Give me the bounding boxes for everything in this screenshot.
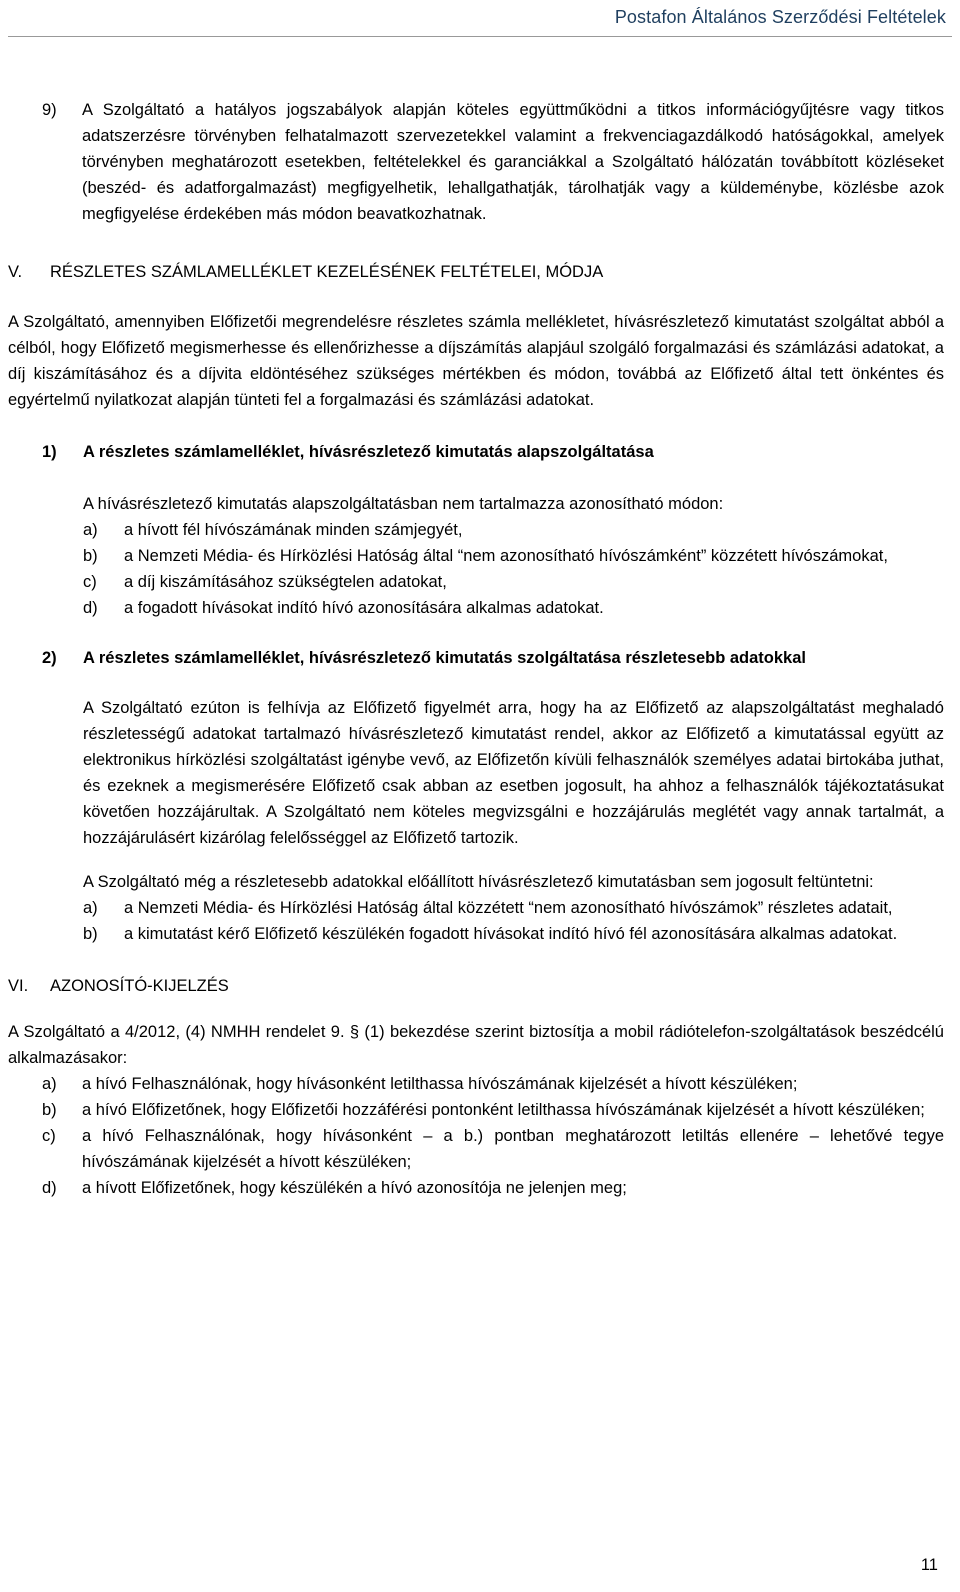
- list-label: c): [42, 1127, 56, 1145]
- subsection-1-lead: A hívásrészletező kimutatás alapszolgáltatásban nem tartalmazza azonosítható módon:: [83, 495, 724, 513]
- list-text: a hívó Felhasználónak, hogy hívásonként letilthassa hívószámának kijelzését a hívott készüléken;: [82, 1075, 798, 1093]
- list-text: a hívó Előfizetőnek, hogy Előfizetői hozzáférési pontonként letilthassa hívószámának kijelzését a hívott készüléken;: [82, 1101, 925, 1119]
- subsection-1-list: [8, 517, 944, 621]
- list-label: b): [83, 547, 98, 565]
- list-item: [8, 1071, 944, 1097]
- paragraph-number: 9): [42, 101, 57, 119]
- list-text: a hívott Előfizetőnek, hogy készülékén a hívó azonosítója ne jelenjen meg;: [82, 1179, 627, 1197]
- numbered-paragraph-9: [8, 97, 944, 227]
- list-item: [8, 595, 944, 621]
- list-text: a fogadott hívásokat indító hívó azonosítására alkalmas adatokat.: [124, 599, 604, 617]
- list-item: [8, 517, 944, 543]
- subsection-heading-1: [8, 439, 944, 465]
- list-label: d): [42, 1179, 57, 1197]
- subsection-2-paragraph-1: A Szolgáltató ezúton is felhívja az Előfizető figyelmét arra, hogy ha az Előfizető az alapszolgáltatást meghaladó részletességű adatokat tartalmazó hívásrészletező kimutatást rendel, akkor az Előfizető a kimutatással együtt az elektronikus hírközlési szolgáltatást igénybe vevő, az Előfizetőn kívüli felhasználók személyes adatai birtokába juthat, és ezeknek a megismerésére Előfizető csak abban az esetben jogosult, ha ahhoz a felhasználók tájékoztatásukat követően hozzájárultak. A Szolgáltató nem köteles megvizsgálni e hozzájárulás meglétét vagy annak tartalmát, a hozzájárulásért kizárólag felelősséggel az Előfizető tartozik.: [83, 699, 944, 847]
- subsection-2-list: [8, 895, 944, 947]
- list-label: b): [83, 925, 98, 943]
- list-label: d): [83, 599, 98, 617]
- list-item: [8, 543, 944, 569]
- list-item: [8, 1175, 944, 1201]
- subsection-2-paragraph-2: A Szolgáltató még a részletesebb adatokkal előállított hívásrészletező kimutatásban sem jogosult feltüntetni:: [83, 873, 874, 891]
- list-text: a Nemzeti Média- és Hírközlési Hatóság által közzétett “nem azonosítható hívószámok” részletes adatait,: [124, 899, 893, 917]
- subsection-title: A részletes számlamelléklet, hívásrészletező kimutatás szolgáltatása részletesebb adatokkal: [83, 649, 806, 667]
- section-heading-v: [8, 259, 944, 285]
- section-title: AZONOSÍTÓ-KIJELZÉS: [50, 977, 229, 995]
- list-label: a): [83, 899, 98, 917]
- paragraph-text: A Szolgáltató a hatályos jogszabályok alapján köteles együttműködni a titkos információgyűjtésre vagy titkos adatszerzésre törvényben felhatalmazott szervezetekkel valamint a frekvenciagazdálkodó hatóságokkal, amelyek törvényben meghatározott esetekben, feltételekkel és garanciákkal a Szolgáltató hálózatán továbbított közléseket (beszéd- és adatforgalmazást) megfigyelhetik, lehallgathatják, tárolhatják vagy a küldeménybe, közlésbe azok megfigyelése érdekében más módon beavatkozhatnak.: [82, 101, 944, 223]
- subsection-number: 1): [42, 443, 57, 461]
- list-item: [8, 1123, 944, 1175]
- subsection-title: A részletes számlamelléklet, hívásrészletező kimutatás alapszolgáltatása: [83, 443, 654, 461]
- section-number: V.: [8, 263, 23, 281]
- list-item: [8, 569, 944, 595]
- list-label: a): [42, 1075, 57, 1093]
- section-number: VI.: [8, 977, 29, 995]
- section-vi-intro: A Szolgáltató a 4/2012, (4) NMHH rendelet 9. § (1) bekezdése szerint biztosítja a mobil rádiótelefon-szolgáltatások beszédcélú alkalmazásakor:: [8, 1023, 944, 1067]
- list-text: a díj kiszámításához szükségtelen adatokat,: [124, 573, 447, 591]
- list-item: [8, 1097, 944, 1123]
- section-vi-list: [8, 1071, 944, 1201]
- section-v-intro: A Szolgáltató, amennyiben Előfizetői megrendelésre részletes számla mellékletet, hívásrészletező kimutatást szolgáltat abból a célból, hogy Előfizető megismerhesse és ellenőrizhesse a díjszámítás alapjául szolgáló forgalmazási és számlázási adatokat, a díj kiszámításához és a díjvita eldöntéséhez szükséges mértékben és módon, továbbá az Előfizető által tett önkéntes és egyértelmű nyilatkozat alapján tünteti fel a forgalmazási és számlázási adatokat.: [8, 313, 944, 409]
- list-text: a kimutatást kérő Előfizető készülékén fogadott hívásokat indító hívó fél azonosítására alkalmas adatokat.: [124, 925, 898, 943]
- list-item: [8, 921, 944, 947]
- document-header-title: Postafon Általános Szerződési Feltételek: [614, 7, 946, 27]
- subsection-number: 2): [42, 649, 57, 667]
- page-number: 11: [920, 1556, 938, 1574]
- list-text: a Nemzeti Média- és Hírközlési Hatóság által “nem azonosítható hívószámként” közzétett hívószámokat,: [124, 547, 888, 565]
- list-label: c): [83, 573, 97, 591]
- document-body: [8, 97, 944, 1201]
- section-heading-vi: [8, 973, 944, 999]
- header-rule: [8, 36, 952, 37]
- list-text: a hívó Felhasználónak, hogy hívásonként – a b.) pontban meghatározott letiltás ellenére – lehetővé tegye hívószámának kijelzését a hívott készüléken;: [82, 1127, 944, 1171]
- section-title: RÉSZLETES SZÁMLAMELLÉKLET KEZELÉSÉNEK FELTÉTELEI, MÓDJA: [50, 263, 604, 281]
- list-label: b): [42, 1101, 57, 1119]
- list-item: [8, 895, 944, 921]
- list-label: a): [83, 521, 98, 539]
- subsection-heading-2: [8, 645, 944, 671]
- list-text: a hívott fél hívószámának minden számjegyét,: [124, 521, 463, 539]
